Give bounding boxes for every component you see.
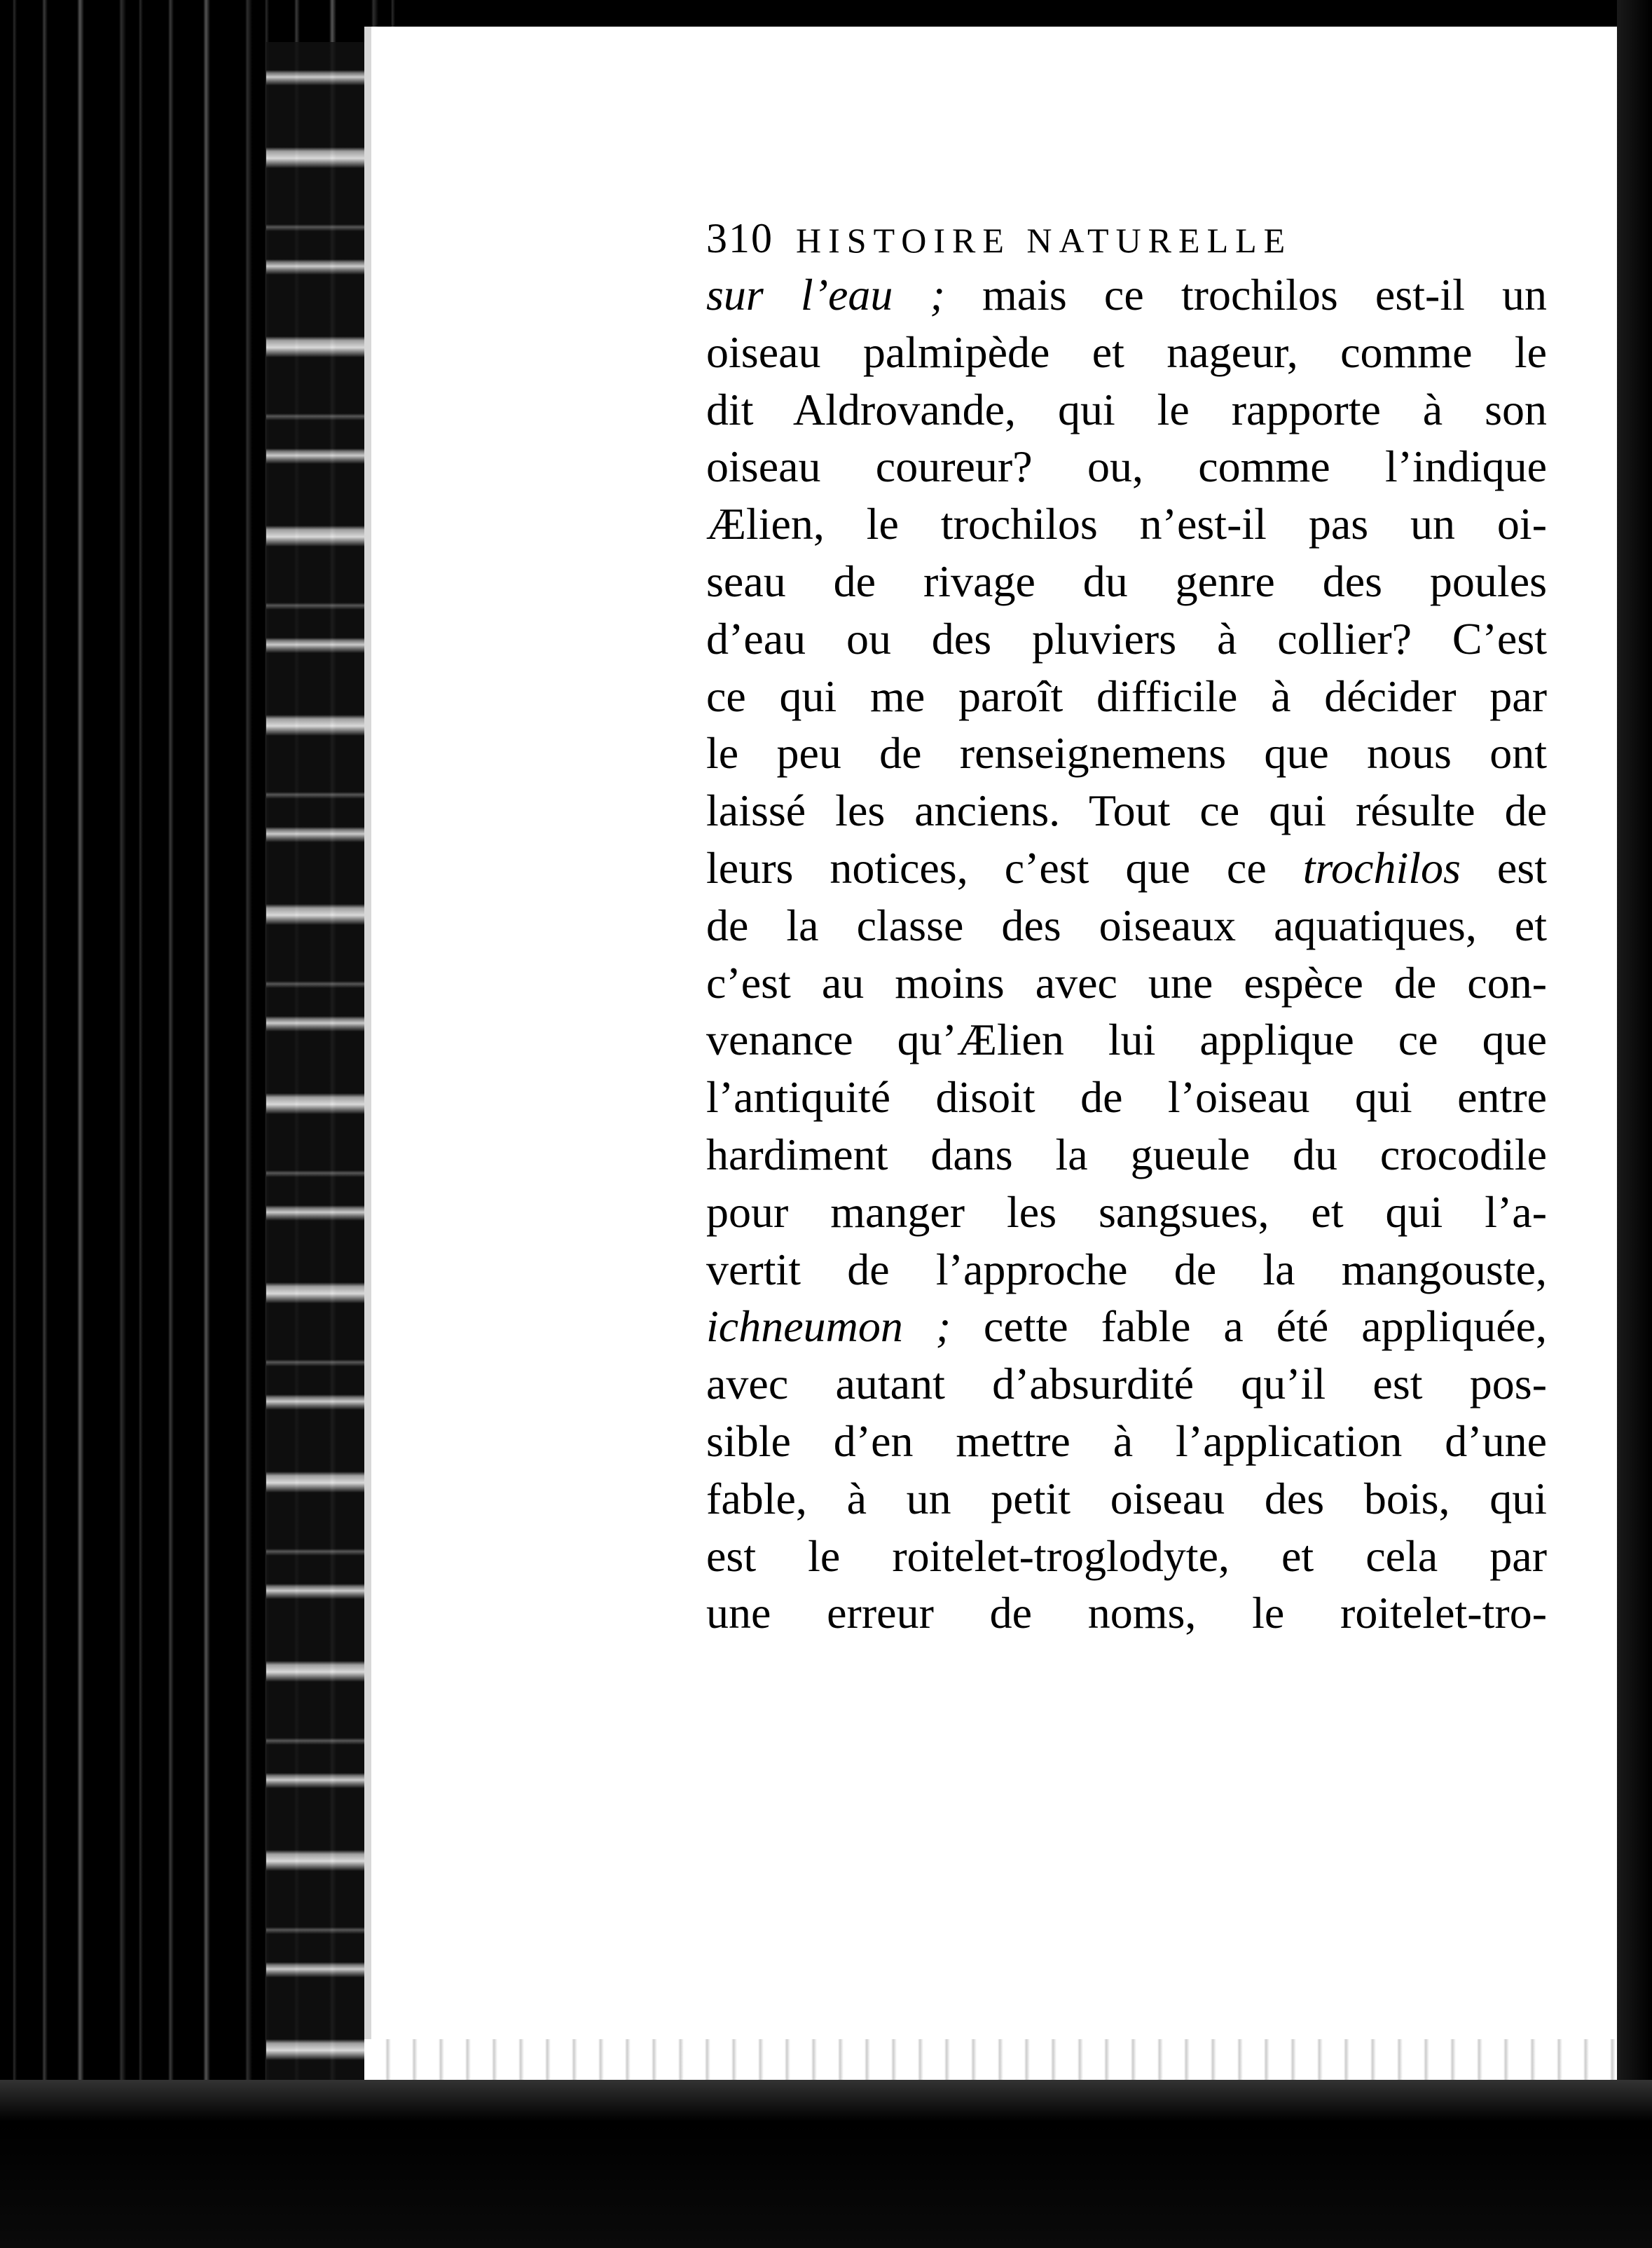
text-segment: est le roitelet-troglodyte, et cela par <box>706 1530 1547 1581</box>
italic-text: ichneumon ; <box>706 1301 951 1352</box>
text-segment: pour manger les sangsues, et qui l’a- <box>706 1186 1547 1237</box>
text-segment: cette fable a été appliquée, <box>951 1301 1548 1352</box>
text-line <box>706 1069 1547 1126</box>
text-line <box>706 553 1547 610</box>
text-line <box>706 1355 1547 1413</box>
text-segment: oiseau palmipède et nageur, comme le <box>706 327 1547 377</box>
text-segment: c’est au moins avec une espèce de con- <box>706 957 1547 1008</box>
text-segment: de la classe des oiseaux aquatiques, et <box>706 900 1547 950</box>
text-segment: Ælien, le trochilos n’est-il pas un oi- <box>706 499 1547 549</box>
text-line <box>706 782 1547 839</box>
text-line <box>706 1470 1547 1528</box>
text-line <box>706 897 1547 954</box>
text-segment: d’eau ou des pluviers à collier? C’est <box>706 613 1547 664</box>
text-line <box>706 266 1547 324</box>
text-segment: ce qui me paroît difficile à décider par <box>706 671 1547 721</box>
text-line <box>706 1584 1547 1642</box>
text-line <box>706 1413 1547 1470</box>
italic-text: trochilos <box>1302 842 1461 893</box>
text-segment: hardiment dans la gueule du crocodile <box>706 1129 1547 1179</box>
text-segment: laissé les anciens. Tout ce qui résulte de <box>706 786 1547 836</box>
text-line <box>706 1241 1547 1298</box>
text-segment: une erreur de noms, le roitelet-tro- <box>706 1588 1547 1638</box>
text-segment: seau de rivage du genre des poules <box>706 556 1547 606</box>
italic-text: sur l’eau ; <box>706 270 945 320</box>
text-segment: l’antiquité disoit de l’oiseau qui entre <box>706 1072 1547 1123</box>
running-head <box>706 210 1547 266</box>
scan-bottom-border <box>0 2080 1652 2248</box>
text-segment: venance qu’Ælien lui applique ce que <box>706 1015 1547 1065</box>
text-segment: oiseau coureur? ou, comme l’indique <box>706 441 1547 492</box>
text-segment: sible d’en mettre à l’application d’une <box>706 1416 1547 1466</box>
text-line <box>706 839 1547 897</box>
text-line <box>706 1528 1547 1585</box>
text-segment: le peu de renseignemens que nous ont <box>706 728 1547 779</box>
text-segment: est <box>1460 842 1547 893</box>
text-line <box>706 1126 1547 1184</box>
text-line <box>706 1011 1547 1069</box>
text-line <box>706 610 1547 668</box>
text-line <box>706 495 1547 553</box>
body-text <box>706 266 1547 1642</box>
text-segment: avec autant d’absurdité qu’il est pos- <box>706 1359 1547 1409</box>
text-line <box>706 725 1547 782</box>
text-line <box>706 1184 1547 1241</box>
text-line <box>706 381 1547 439</box>
page-text-block <box>706 210 1547 1642</box>
page-number: 310 <box>706 215 773 261</box>
text-line <box>706 1298 1547 1355</box>
scan-right-border <box>1617 0 1652 2248</box>
text-segment: vertit de l’approche de la mangouste, <box>706 1244 1547 1294</box>
running-head-title: HISTOIRE NATURELLE <box>796 221 1293 260</box>
text-segment: fable, à un petit oiseau des bois, qui <box>706 1473 1547 1523</box>
text-segment: dit Aldrovande, qui le rapporte à son <box>706 384 1547 434</box>
text-segment: leurs notices, c’est que ce <box>706 842 1303 893</box>
text-line <box>706 954 1547 1012</box>
text-line <box>706 668 1547 725</box>
text-segment: mais ce trochilos est-il un <box>944 270 1548 320</box>
text-line <box>706 438 1547 495</box>
text-line <box>706 324 1547 381</box>
